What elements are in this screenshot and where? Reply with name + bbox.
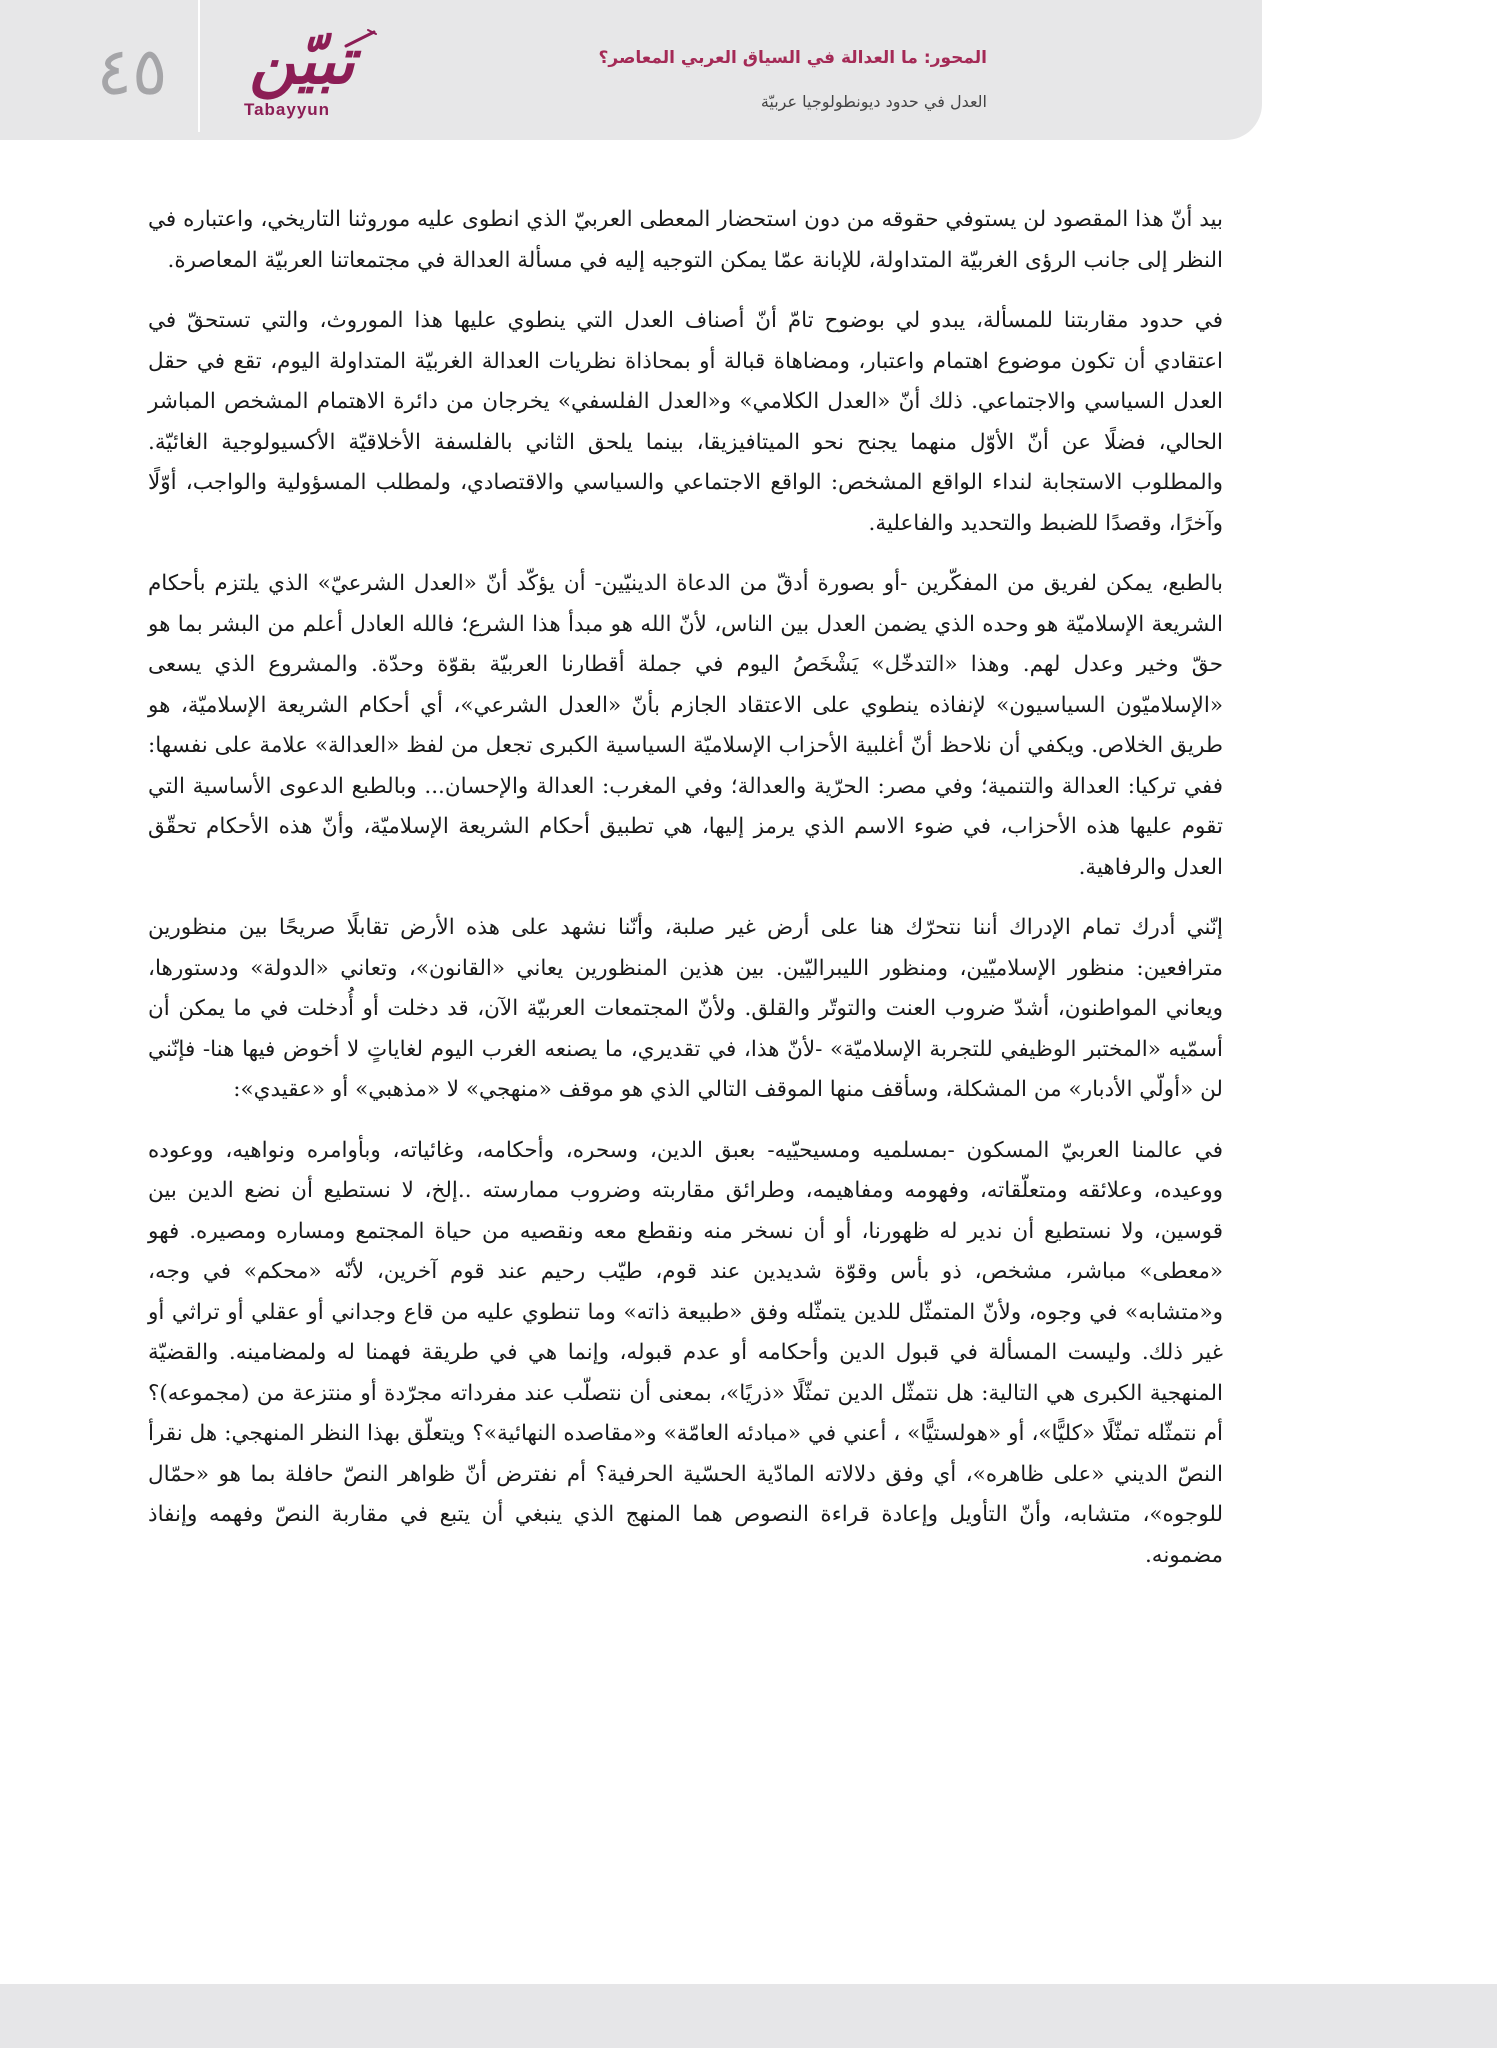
page-number: ٤٥ <box>96 33 168 110</box>
logo-arabic-wordmark: تبيّن <box>249 24 355 99</box>
article-body <box>148 200 1223 1596</box>
paragraph: في حدود مقاربتنا للمسألة، يبدو لي بوضوح تامّ أنّ أصناف العدل التي ينطوي عليها هذا الموروث، والتي تستحقّ في اعتقادي أن تكون موضوع اهتمام واعتبار، ومضاهاة قبالة أو بمحاذاة نظريات العدالة الغربيّة المتداولة اليوم، تقع في حقل العدل السياسي والاجتماعي. ذلك أنّ «العدل الكلامي» و«العدل الفلسفي» يخرجان من دائرة الاهتمام المشخص المباشر الحالي، فضلًا عن أنّ الأوّل منهما يجنح نحو الميتافيزيقا، بينما يلحق الثاني بالفلسفة الأخلاقيّة الأكسيولوجية الغائيّة. والمطلوب الاستجابة لنداء الواقع المشخص: الواقع الاجتماعي والسياسي والاقتصادي، ولمطلب المسؤولية والواجب، أوّلًا وآخرًا، وقصدًا للضبط والتحديد والفاعلية. <box>148 308 1223 536</box>
section-label: المحور: <box>923 48 987 68</box>
article-subtitle: العدل في حدود ديونطولوجيا عربيّة <box>760 92 987 111</box>
running-title <box>599 48 987 68</box>
footer-band <box>0 1984 1497 2048</box>
paragraph: إنّني أدرك تمام الإدراك أننا نتحرّك هنا على أرض غير صلبة، وأنّنا نشهد على هذه الأرض تقابلًا صريحًا بين منظورين مترافعين: منظور الإسلاميّين، ومنظور الليبراليّين. بين هذين المنظورين يعاني «القانون»، وتعاني «الدولة» ودستورها، ويعاني المواطنون، أشدّ ضروب العنت والتوتّر والقلق. ولأنّ المجتمعات العربيّة الآن، قد دخلت أو أُدخلت في ما يمكن أن أسمّيه «المختبر الوظيفي للتجربة الإسلاميّة» -لأنّ هذا، في تقديري، ما يصنعه الغرب اليوم لغاياتٍ لا أخوض فيها هنا- فإنّني لن «أولّي الأدبار» من المشكلة، وسأقف منها الموقف التالي الذي هو موقف «منهجي» لا «مذهبي» أو «عقيدي»: <box>148 915 1223 1102</box>
logo-pen-mark-icon <box>344 28 378 48</box>
header-band <box>0 0 1262 140</box>
paragraph: بالطبع، يمكن لفريق من المفكّرين -أو بصورة أدقّ من الدعاة الدينيّين- أن يؤكّد أنّ «العدل الشرعيّ» الذي يلتزم بأحكام الشريعة الإسلاميّة هو وحده الذي يضمن العدل بين الناس، لأنّ الله هو مبدأ هذا الشرع؛ فالله العادل أعلم من البشر بما هو حقّ وخير وعدل لهم. وهذا «التدخّل» يَشْخَصُ اليوم في جملة أقطارنا العربيّة بقوّة وحدّة. والمشروع الذي يسعى «الإسلاميّون السياسيون» لإنفاذه ينطوي على الاعتقاد الجازم بأنّ «العدل الشرعي»، أي أحكام الشريعة الإسلاميّة، هو طريق الخلاص. ويكفي أن نلاحظ أنّ أغلبية الأحزاب الإسلاميّة السياسية الكبرى تجعل من لفظ «العدالة» علامة على نفسها: ففي تركيا: العدالة والتنمية؛ وفي مصر: الحرّية والعدالة؛ وفي المغرب: العدالة والإحسان... وبالطبع الدعوى الأساسية التي تقوم عليها هذه الأحزاب، في ضوء الاسم الذي يرمز إليها، هي تطبيق أحكام الشريعة الإسلاميّة، وأنّ هذه الأحكام تحقّق العدل والرفاهية. <box>148 571 1223 880</box>
tabayyun-logo <box>212 22 392 132</box>
paragraph: في عالمنا العربيّ المسكون -بمسلميه ومسيحيّيه- بعبق الدين، وسحره، وأحكامه، وغائياته، وبأوامره ونواهيه، ووعوده ووعيده، وعلائقه ومتعلّقاته، وفهومه ومفاهيمه، وطرائق مقاربته وضروب ممارسته ..إلخ، لا نستطيع أن نضع الدين بين قوسين، ولا نستطيع أن ندير له ظهورنا، أو أن نسخر منه ونقطع معه ونقصيه من حياة المجتمع ومساره ومصيره. فهو «معطى» مباشر، مشخص، ذو بأس وقوّة شديدين عند قوم، طيّب رحيم عند قوم آخرين، لأنّه «محكم» في وجه، و«متشابه» في وجوه، ولأنّ المتمثّل للدين يتمثّله وفق «طبيعة ذاته» وما تنطوي عليه من قاع وجداني أو عقلي أو تراثي أو غير ذلك. وليست المسألة في قبول الدين وأحكامه أو عدم قبوله، وإنما هي في طريقة فهمنا له ولمضامينه. والقضيّة المنهجية الكبرى هي التالية: هل نتمثّل الدين تمثّلًا «ذريًا»، بمعنى أن نتصلّب عند مفرداته مجرّدة أو منتزعة من (مجموعه)؟ أم نتمثّله تمثّلًا «كليًّا»، أو «هولستيًّا» ، أعني في «مبادئه العامّة» و«مقاصده النهائية»؟ ويتعلّق بهذا النظر المنهجي: هل نقرأ النصّ الديني «على ظاهره»، أي وفق دلالاته المادّية الحسّية الحرفية؟ أم نفترض أنّ ظواهر النصّ حافلة بما هو «حمّال للوجوه»، متشابه، وأنّ التأويل وإعادة قراءة النصوص هما المنهج الذي ينبغي أن يتبع في مقاربة النصّ وفهمه وإنفاذ مضمونه. <box>148 1137 1223 1568</box>
logo-latin-wordmark: Tabayyun <box>243 100 331 119</box>
header-divider <box>198 0 200 132</box>
section-title: ما العدالة في السياق العربي المعاصر؟ <box>598 48 918 68</box>
paragraph: بيد أنّ هذا المقصود لن يستوفي حقوقه من دون استحضار المعطى العربيّ الذي انطوى عليه موروثنا التاريخي، واعتباره في النظر إلى جانب الرؤى الغربيّة المتداولة، للإبانة عمّا يمكن التوجيه إليه في مسألة العدالة في مجتمعاتنا العربيّة المعاصرة. <box>148 207 1223 273</box>
